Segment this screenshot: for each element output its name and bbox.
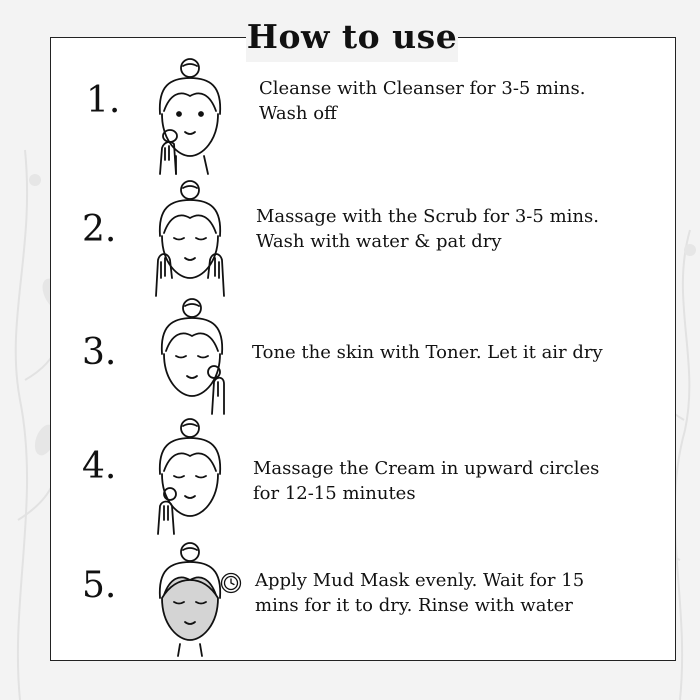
instruction-line: Tone the skin with Toner. Let it air dry <box>252 342 603 363</box>
instruction-line: for 12-15 minutes <box>253 483 416 504</box>
instruction-line: Apply Mud Mask evenly. Wait for 15 <box>255 570 585 591</box>
step-number: 1. <box>86 80 121 121</box>
step-number: 3. <box>82 332 117 373</box>
instruction-line: mins for it to dry. Rinse with water <box>255 595 573 616</box>
instruction-line: Wash off <box>259 103 337 124</box>
face-mud-mask-icon <box>150 540 230 660</box>
face-cream-massage-icon <box>150 416 230 536</box>
step-instruction <box>256 204 599 254</box>
instruction-line: Wash with water & pat dry <box>256 231 502 252</box>
clock-icon <box>220 572 242 594</box>
step-number: 2. <box>82 209 117 250</box>
instruction-line: Massage the Cream in upward circles <box>253 458 600 479</box>
step-instruction <box>253 456 599 506</box>
step-instruction <box>252 340 603 365</box>
instruction-line: Massage with the Scrub for 3-5 mins. <box>256 206 599 227</box>
step-instruction <box>259 76 585 126</box>
face-scrub-massage-icon <box>150 178 230 298</box>
face-cleansing-icon <box>150 56 230 176</box>
instruction-line: Cleanse with Cleanser for 3-5 mins. <box>259 78 586 99</box>
face-toning-icon <box>152 296 232 416</box>
step-number: 4. <box>82 446 117 487</box>
step-number: 5. <box>82 565 117 606</box>
step-instruction <box>255 568 584 618</box>
page-title: How to use <box>246 12 458 62</box>
